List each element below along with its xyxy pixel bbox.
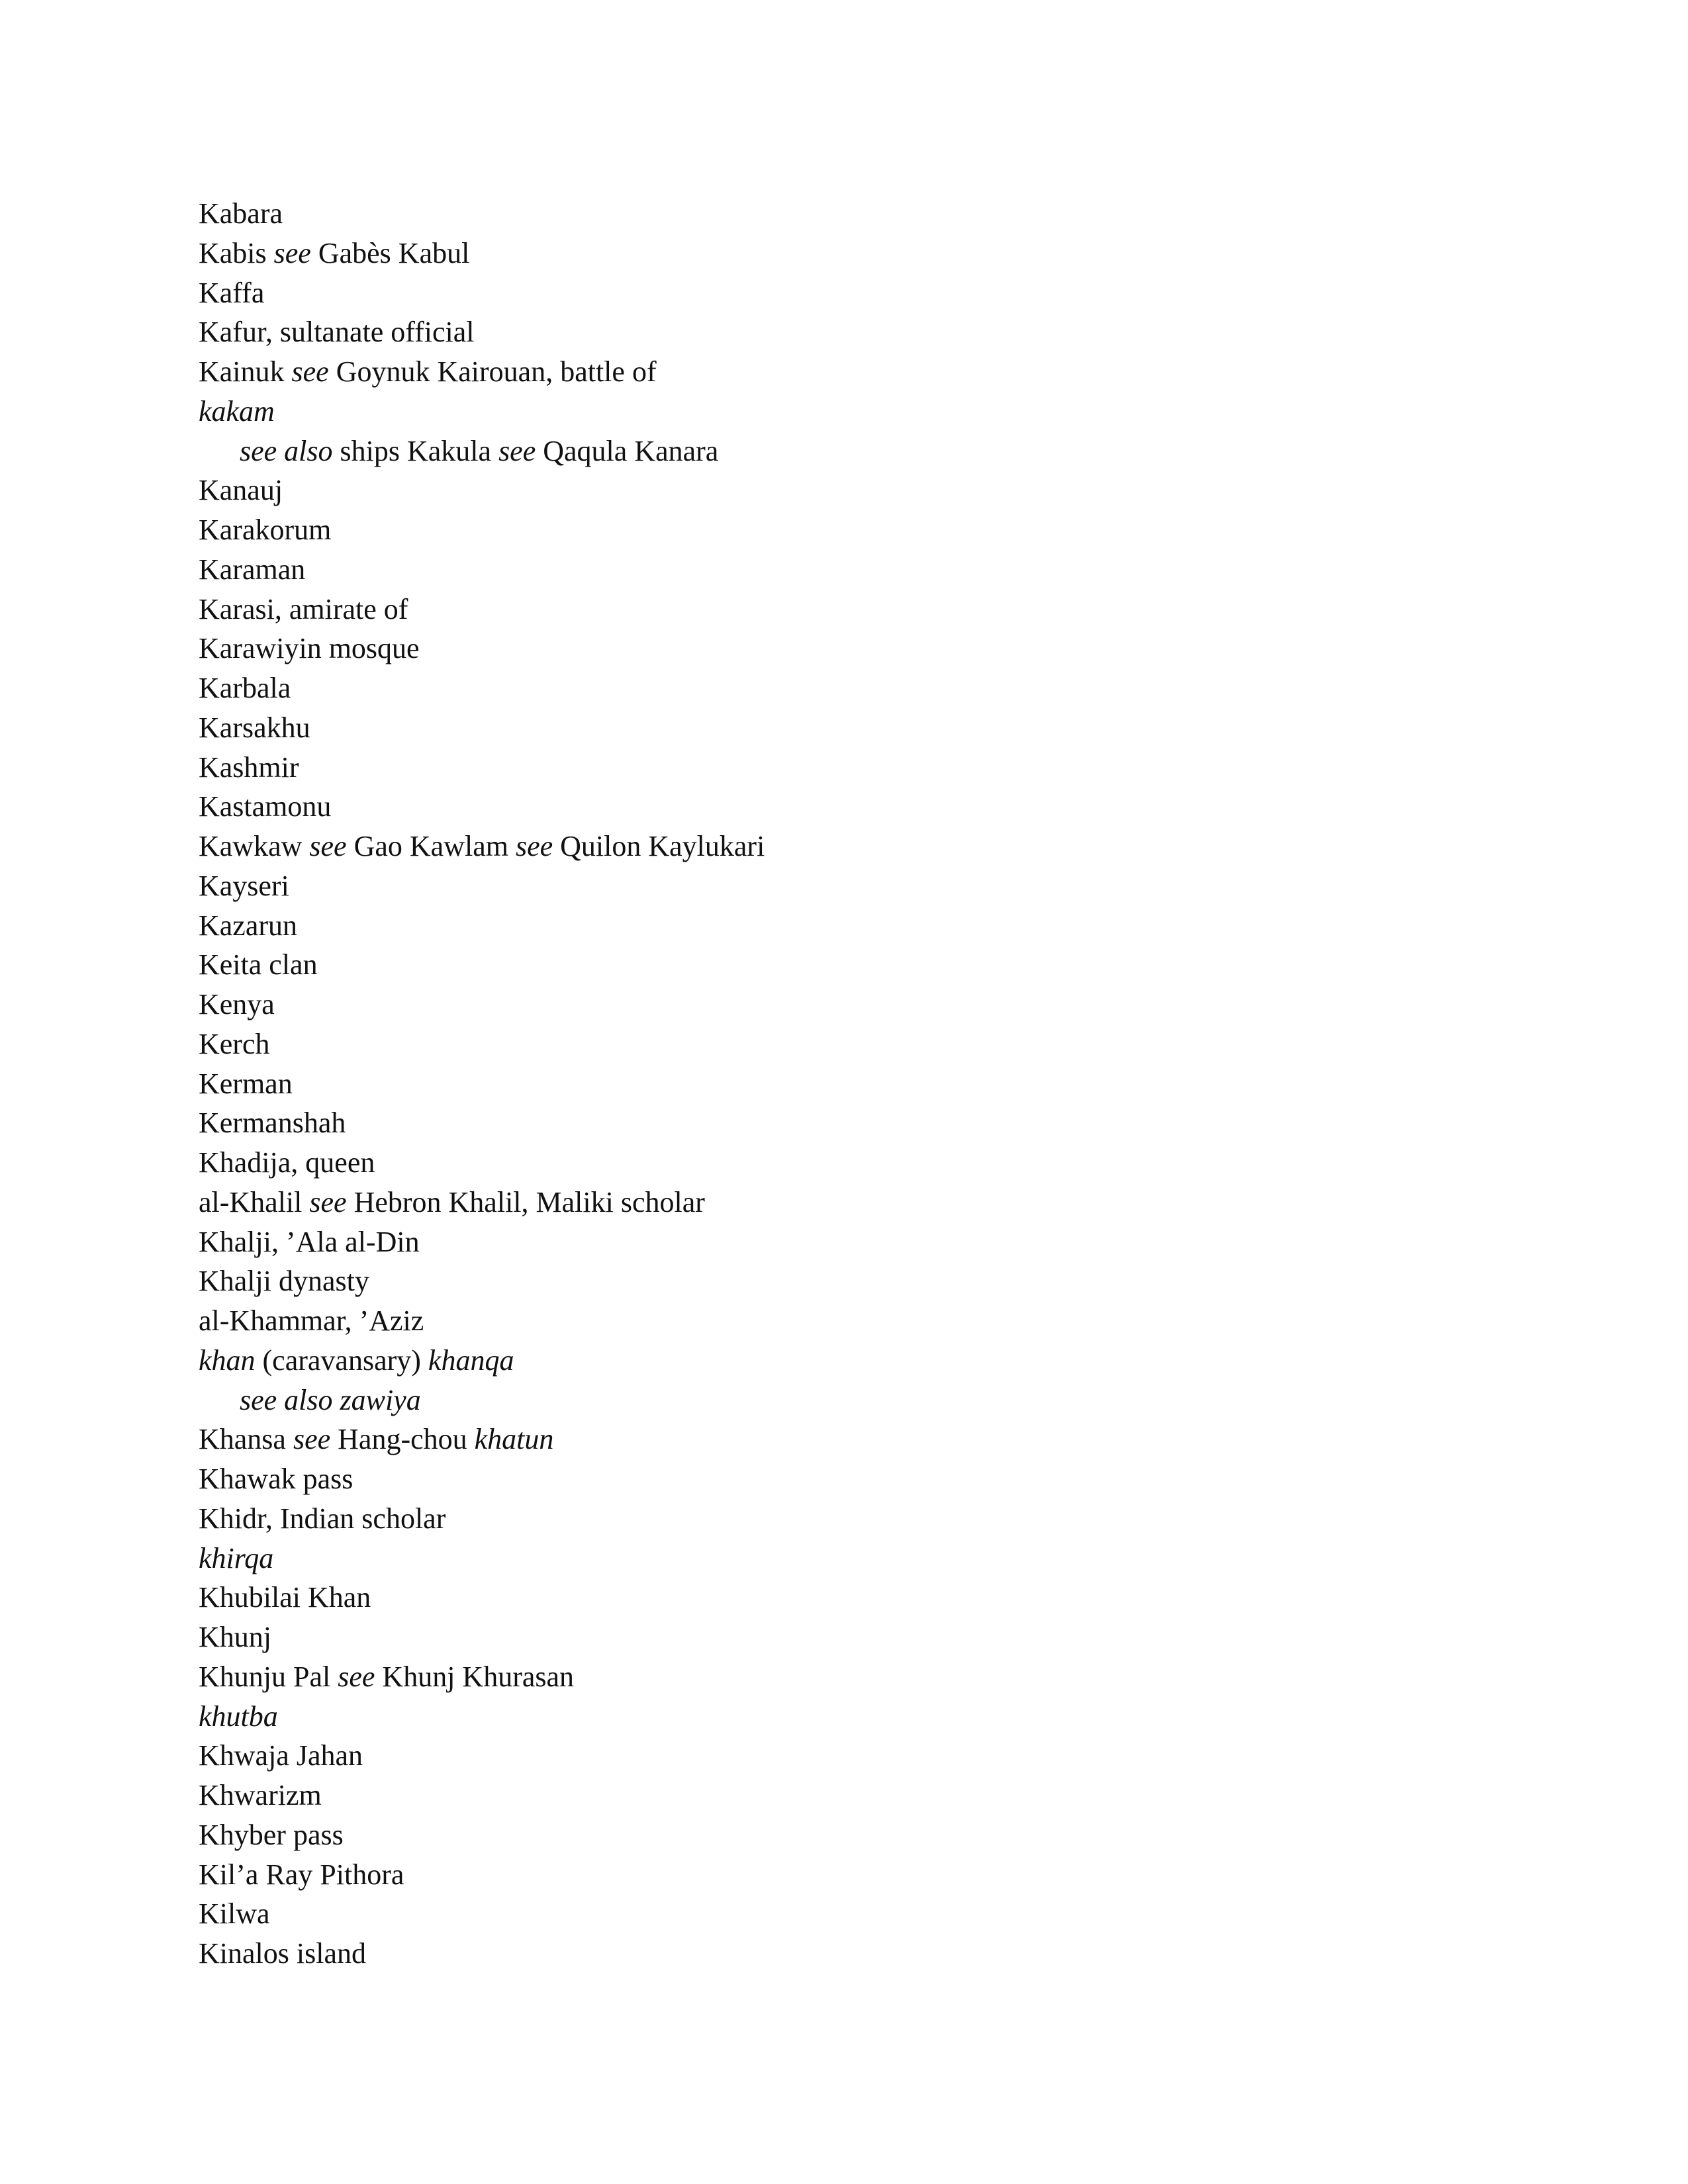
index-text: Khyber pass bbox=[199, 1818, 344, 1851]
index-entry bbox=[199, 471, 1523, 510]
index-text: Kil’a Ray Pithora bbox=[199, 1858, 404, 1891]
index-italic-text: khanqa bbox=[428, 1343, 514, 1377]
index-entry bbox=[199, 668, 1523, 708]
index-italic-text: see bbox=[338, 1660, 375, 1693]
index-subentry bbox=[199, 1381, 1523, 1420]
index-entry bbox=[199, 1222, 1523, 1262]
index-text: Karbala bbox=[199, 672, 291, 704]
index-entry bbox=[199, 550, 1523, 590]
index-entry bbox=[199, 273, 1523, 313]
index-text: Karakorum bbox=[199, 514, 332, 546]
index-text: Khadija, queen bbox=[199, 1146, 375, 1179]
index-text: Kawkaw bbox=[199, 830, 310, 862]
index-entry bbox=[199, 827, 1523, 866]
index-entry bbox=[199, 510, 1523, 550]
index-italic-text: see also zawiya bbox=[240, 1383, 421, 1416]
index-entry bbox=[199, 1459, 1523, 1499]
index-text: Karsakhu bbox=[199, 711, 310, 744]
index-entry bbox=[199, 194, 1523, 234]
index-entry bbox=[199, 1064, 1523, 1104]
index-italic-text: khirqa bbox=[199, 1541, 274, 1574]
index-text: Kabara bbox=[199, 197, 283, 230]
index-entry bbox=[199, 629, 1523, 668]
index-text: Karaman bbox=[199, 553, 306, 586]
index-entry bbox=[199, 1499, 1523, 1539]
index-italic-text: see bbox=[293, 1423, 331, 1456]
index-text: Karasi, amirate of bbox=[199, 592, 408, 625]
index-entry bbox=[199, 1301, 1523, 1341]
index-text: Goynuk Kairouan, battle of bbox=[328, 355, 657, 388]
index-entry bbox=[199, 1103, 1523, 1143]
index-entry bbox=[199, 1341, 1523, 1381]
index-text: Kastamonu bbox=[199, 790, 332, 823]
index-text: Kabis bbox=[199, 236, 274, 269]
index-text: Kazarun bbox=[199, 909, 298, 942]
index-entry bbox=[199, 1539, 1523, 1578]
index-text: Khubilai Khan bbox=[199, 1581, 371, 1614]
index-text: Kermanshah bbox=[199, 1107, 346, 1140]
index-entry bbox=[199, 352, 1523, 392]
index-entry bbox=[199, 787, 1523, 827]
index-text: al-Khammar, ’Aziz bbox=[199, 1304, 424, 1337]
index-subentry bbox=[199, 432, 1523, 471]
index-italic-text: kakam bbox=[199, 394, 275, 428]
index-italic-text: see bbox=[309, 830, 347, 862]
index-text: Khalji, ’Ala al-Din bbox=[199, 1225, 420, 1258]
index-entry bbox=[199, 1855, 1523, 1895]
index-text: ships Kakula bbox=[332, 434, 499, 467]
index-italic-text: see bbox=[291, 355, 329, 388]
index-text: Khwarizm bbox=[199, 1779, 322, 1811]
index-text: Kerman bbox=[199, 1067, 293, 1100]
index-italic-text: khan bbox=[199, 1343, 256, 1377]
index-entry bbox=[199, 1183, 1523, 1222]
index-entry bbox=[199, 312, 1523, 352]
index-entry bbox=[199, 708, 1523, 748]
index-entry bbox=[199, 1024, 1523, 1064]
index-text: Karawiyin mosque bbox=[199, 632, 420, 665]
index-entry bbox=[199, 1697, 1523, 1737]
index-text: (caravansary) bbox=[255, 1343, 428, 1377]
index-entry bbox=[199, 1815, 1523, 1855]
index-text: Khidr, Indian scholar bbox=[199, 1502, 446, 1535]
index-text: Kainuk bbox=[199, 355, 292, 388]
index-text: Keita clan bbox=[199, 948, 318, 981]
index-italic-text: see also bbox=[240, 434, 333, 467]
index-page bbox=[199, 194, 1523, 1974]
index-text: Kafur, sultanate official bbox=[199, 316, 475, 349]
index-italic-text: see bbox=[515, 830, 553, 862]
index-italic-text: khatun bbox=[474, 1423, 554, 1456]
index-text: Quilon Kaylukari bbox=[553, 830, 765, 862]
index-entry bbox=[199, 866, 1523, 906]
index-text: al-Khalil bbox=[199, 1185, 310, 1218]
index-text: Kerch bbox=[199, 1027, 270, 1060]
index-entry bbox=[199, 1578, 1523, 1617]
index-entry bbox=[199, 945, 1523, 985]
index-entry bbox=[199, 1934, 1523, 1974]
index-text: Kanauj bbox=[199, 474, 283, 507]
index-text: Khalji dynasty bbox=[199, 1265, 369, 1298]
index-text: Gao Kawlam bbox=[346, 830, 516, 862]
index-text: Khunj bbox=[199, 1621, 271, 1653]
index-text: Kilwa bbox=[199, 1897, 270, 1931]
index-entry bbox=[199, 1776, 1523, 1815]
index-entry bbox=[199, 392, 1523, 432]
index-italic-text: see bbox=[309, 1185, 347, 1218]
index-entry bbox=[199, 1261, 1523, 1301]
index-text: Kashmir bbox=[199, 751, 299, 784]
index-entry bbox=[199, 1617, 1523, 1657]
index-entry bbox=[199, 1657, 1523, 1697]
index-text: Qaqula Kanara bbox=[536, 434, 719, 467]
index-text: Khawak pass bbox=[199, 1463, 353, 1495]
index-entry bbox=[199, 985, 1523, 1024]
index-text: Hebron Khalil, Maliki scholar bbox=[346, 1185, 705, 1218]
index-text: Khunju Pal bbox=[199, 1660, 338, 1693]
index-text: Kenya bbox=[199, 988, 275, 1021]
index-entry bbox=[199, 748, 1523, 788]
index-italic-text: see bbox=[498, 434, 536, 467]
index-text: Khwaja Jahan bbox=[199, 1739, 363, 1772]
index-entry bbox=[199, 590, 1523, 629]
index-text: Kaffa bbox=[199, 276, 265, 309]
index-text: Khansa bbox=[199, 1423, 293, 1456]
index-text: Kinalos island bbox=[199, 1937, 366, 1970]
index-text: Kayseri bbox=[199, 869, 289, 902]
index-text: Khunj Khurasan bbox=[375, 1660, 575, 1693]
index-italic-text: see bbox=[273, 236, 311, 269]
index-entry bbox=[199, 1894, 1523, 1934]
index-text: Hang-chou bbox=[330, 1423, 475, 1456]
index-text: Gabès Kabul bbox=[310, 236, 470, 269]
index-entry bbox=[199, 234, 1523, 273]
index-entry bbox=[199, 1736, 1523, 1776]
index-entry bbox=[199, 906, 1523, 946]
index-entry bbox=[199, 1420, 1523, 1459]
index-italic-text: khutba bbox=[199, 1700, 278, 1733]
index-entry bbox=[199, 1143, 1523, 1183]
